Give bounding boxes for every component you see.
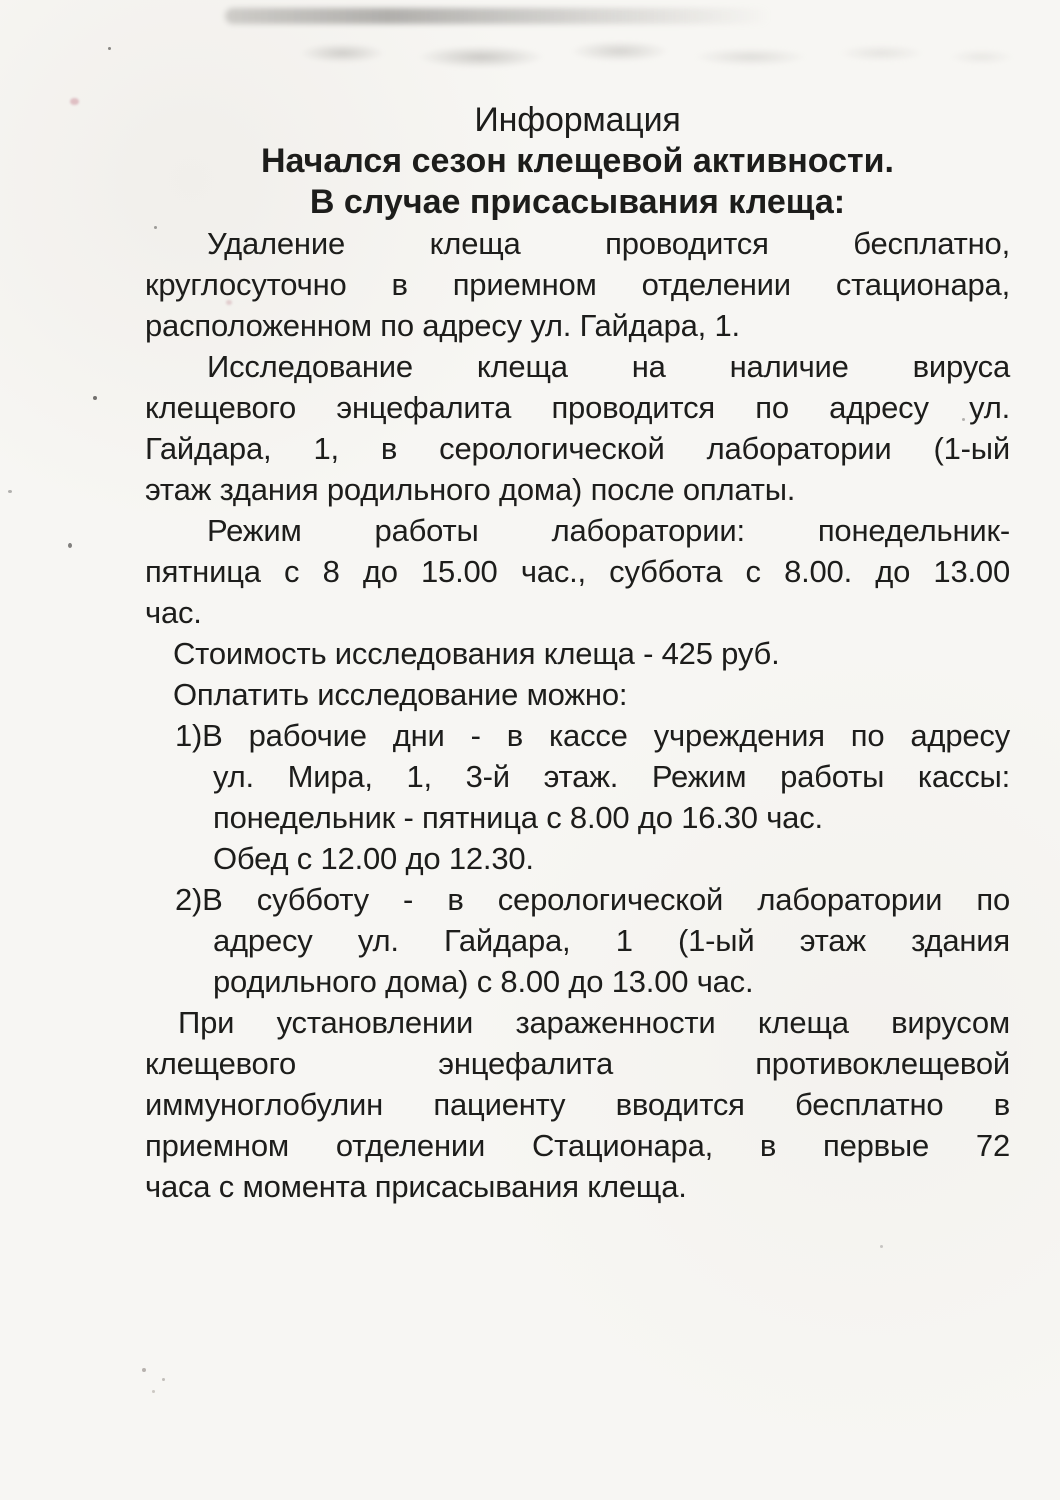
text-line: час. <box>145 595 202 630</box>
text-line: родильного дома) с 8.00 до 13.00 час. <box>213 964 754 999</box>
text-line: адресу ул. Гайдара, 1 (1-ый этаж здания <box>213 923 1010 958</box>
scan-speckle <box>70 98 79 105</box>
scan-speckle <box>152 1390 155 1393</box>
text-line: иммуноглобулин пациенту вводится бесплатно в <box>145 1087 1010 1122</box>
text-line: этаж здания родильного дома) после оплаты. <box>145 472 796 507</box>
text-line: Удаление клеща проводится бесплатно, <box>207 226 1010 261</box>
scan-speckle <box>142 1368 146 1372</box>
text-line: Гайдара, 1, в серологической лаборатории (1-ый <box>145 431 1010 466</box>
text-line: приемном отделении Стационара, в первые 72 <box>145 1128 1010 1163</box>
scan-speckle <box>68 543 72 548</box>
doc-heading-2: В случае присасывания клеща: <box>309 183 846 221</box>
text-line: При установлении зараженности клеща вирусом <box>178 1005 1010 1040</box>
text-line: Режим работы лаборатории: понедельник- <box>207 513 1010 548</box>
scan-smudge-artifact <box>225 8 770 24</box>
text-line-payment: Оплатить исследование можно: <box>173 677 628 712</box>
text-line: ул. Мира, 1, 3-й этаж. Режим работы кассы: <box>213 759 1010 794</box>
list-item-1: 1)В рабочие дни - в кассе учреждения по адресу <box>175 718 1010 753</box>
text-line: клещевого энцефалита противоклещевой <box>145 1046 1010 1081</box>
text-line-cost: Стоимость исследования клеща - 425 руб. <box>173 636 780 671</box>
scan-speckle <box>93 396 97 400</box>
scan-speckle <box>8 490 12 493</box>
text-line: часа с момента присасывания клеща. <box>145 1169 687 1204</box>
text-line: клещевого энцефалита проводится по адресу ул. <box>145 390 1010 425</box>
text-line: Обед с 12.00 до 12.30. <box>213 841 534 876</box>
text-line: круглосуточно в приемном отделении стационара, <box>145 267 1010 302</box>
document-text-block <box>145 100 1010 1207</box>
doc-title: Информация <box>474 101 681 139</box>
scan-speckle <box>880 1245 883 1248</box>
text-line: расположенном по адресу ул. Гайдара, 1. <box>145 308 740 343</box>
text-line: Исследование клеща на наличие вируса <box>207 349 1010 384</box>
scan-smudge-artifact <box>250 36 1020 74</box>
scan-speckle <box>162 1378 165 1381</box>
text-line: пятница с 8 до 15.00 час., суббота с 8.00. до 13.00 <box>145 554 1010 589</box>
doc-heading-1: Начался сезон клещевой активности. <box>260 142 895 180</box>
list-item-2: 2)В субботу - в серологической лаборатории по <box>175 882 1010 917</box>
scan-speckle <box>108 47 111 50</box>
text-line: понедельник - пятница с 8.00 до 16.30 час. <box>213 800 823 835</box>
